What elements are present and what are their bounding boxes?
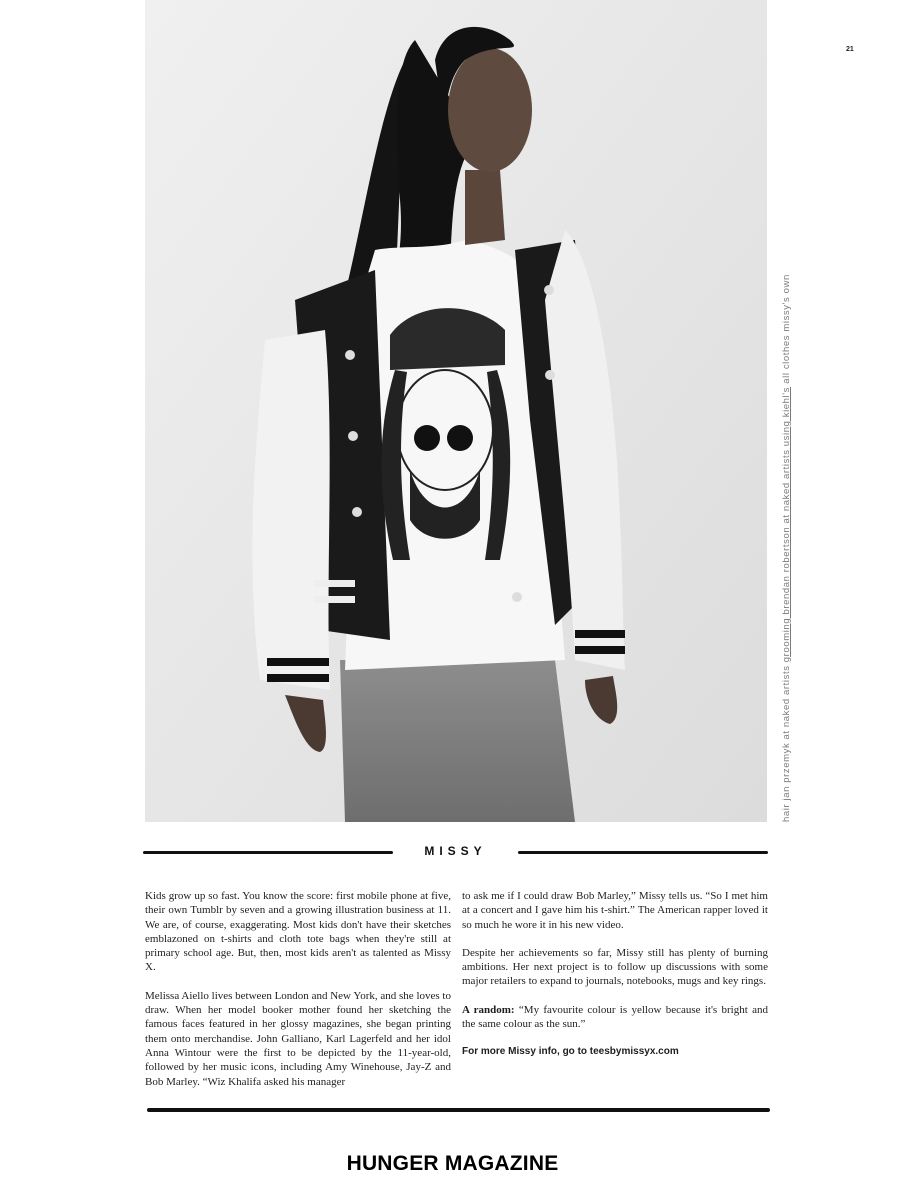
masthead: HUNGER MAGAZINE	[346, 1152, 559, 1175]
paragraph: to ask me if I could draw Bob Marley,” Missy tells us. “So I met him at a concert and I gave him his t-shirt.” The American rapper loved it so much he wore it in his new video.	[462, 890, 768, 931]
paragraph: Despite her achievements so far, Missy still has plenty of burning ambitions. Her next project is to follow up discussions with some major retailers to expand to journals, notebooks, mugs and key rings.	[462, 946, 768, 988]
page-number: 21	[846, 46, 854, 53]
bottom-rule	[147, 1108, 770, 1112]
cover-photo	[145, 0, 767, 822]
photo-credit	[780, 242, 794, 822]
title-rule-left	[143, 851, 393, 854]
credit-hair: hair jan przemyk at naked artists	[781, 662, 792, 822]
article-column-left	[145, 889, 451, 1103]
credit-clothes: all clothes missy's own	[781, 274, 792, 387]
paragraph: Kids grow up so fast. You know the score: first mobile phone at five, their own Tumblr by seven and a growing illustration business at 11. We are, of course, exaggerating. Most kids don't have their sketches emblazoned on t-shirts and cloth tote bags when they're still at primary school age. But, then, most kids aren't as talented as Missy X.	[145, 890, 451, 974]
title-rule-right	[518, 851, 768, 854]
more-info: For more Missy info, go to teesbymissyx.com	[462, 1046, 679, 1058]
article-column-right	[462, 889, 768, 1074]
random-label: A random:	[462, 1003, 515, 1016]
article-title: MISSY	[424, 844, 487, 858]
credit-grooming: grooming brendan robertson at naked artists using kiehl's	[781, 386, 792, 663]
random-text: “My favourite colour is yellow because it's bright and the same colour as the sun.”	[462, 1003, 768, 1031]
paragraph: Melissa Aiello lives between London and New York, and she loves to draw. When her model booker mother found her sketching the famous faces featured in her glossy magazines, she began printing them onto merchandise. John Galliano, Karl Lagerfeld and her idol Anna Wintour were the first to be depicted by the 11-year-old, followed by her music icons, including Amy Winehouse, Jay-Z and Bob Marley. “Wiz Khalifa asked his manager	[145, 989, 451, 1088]
random-quote	[462, 1003, 768, 1032]
